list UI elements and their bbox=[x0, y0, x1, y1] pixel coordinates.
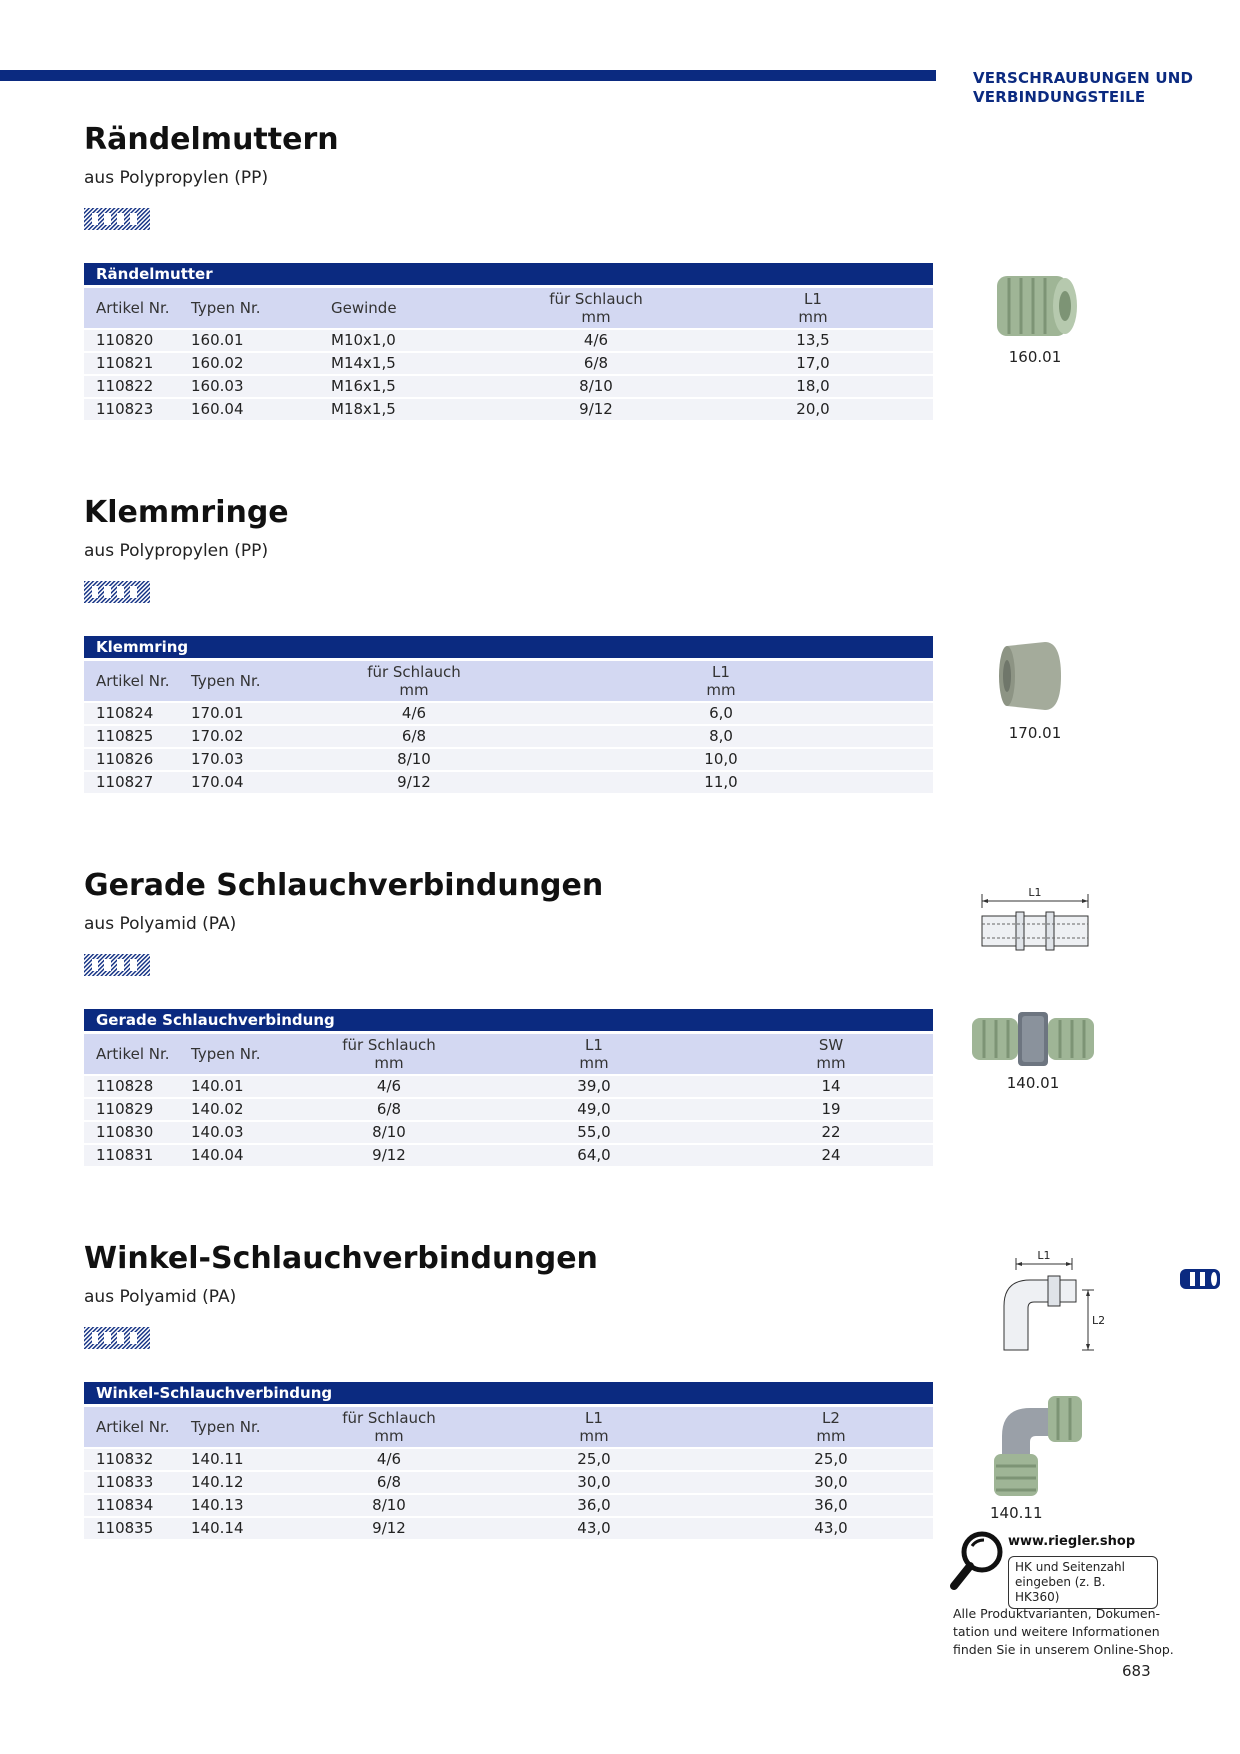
header-artikel: Artikel Nr. bbox=[84, 661, 179, 702]
product-table bbox=[84, 1382, 933, 1539]
section-title: Winkel-Schlauchverbindungen bbox=[84, 1241, 598, 1276]
section-subtitle: aus Polyamid (PA) bbox=[84, 914, 237, 934]
knurled-nut-icon bbox=[985, 268, 1085, 344]
section-title: Klemmringe bbox=[84, 495, 289, 530]
table-row: 110822 160.03 M16x1,5 8/10 18,0 bbox=[84, 375, 933, 398]
product-image-winkel bbox=[990, 1390, 1100, 1522]
section-subtitle: aus Polypropylen (PP) bbox=[84, 168, 269, 188]
table-row: 110826 170.03 8/10 10,0 bbox=[84, 748, 933, 771]
table-row: 110832 140.11 4/6 25,0 25,0 bbox=[84, 1448, 933, 1471]
product-table bbox=[84, 1009, 933, 1166]
flex-logo-icon bbox=[84, 954, 150, 976]
drawing-label-l1: L1 bbox=[1037, 1250, 1051, 1262]
header-artikel: Artikel Nr. bbox=[84, 288, 179, 329]
header-l1: L1 mm bbox=[459, 1034, 729, 1075]
table-header-row bbox=[84, 288, 933, 329]
flex-logo-icon bbox=[84, 1327, 150, 1349]
straight-connector-icon bbox=[968, 1008, 1098, 1070]
table-title: Winkel-Schlauchverbindung bbox=[84, 1382, 933, 1404]
section-tab-icon bbox=[1178, 1265, 1222, 1297]
section-title: Rändelmuttern bbox=[84, 122, 339, 157]
header-artikel: Artikel Nr. bbox=[84, 1034, 179, 1075]
header-bar bbox=[0, 70, 936, 81]
table-row: 110830 140.03 8/10 55,0 22 bbox=[84, 1121, 933, 1144]
header-typen: Typen Nr. bbox=[179, 1407, 319, 1448]
product-image-klemmring bbox=[985, 636, 1085, 742]
straight-connector-drawing-icon bbox=[970, 884, 1100, 954]
table-header-row bbox=[84, 1034, 933, 1075]
section-winkel-schlauchverbindungen bbox=[84, 1241, 934, 1537]
table-row: 110834 140.13 8/10 36,0 36,0 bbox=[84, 1494, 933, 1517]
flex-logo-icon bbox=[84, 581, 150, 603]
flex-logo-icon bbox=[84, 208, 150, 230]
product-image-raendelmutter bbox=[985, 268, 1085, 366]
section-subtitle: aus Polypropylen (PP) bbox=[84, 541, 269, 561]
category-line-2: VERBINDUNGSTEILE bbox=[973, 88, 1146, 106]
category-heading bbox=[973, 69, 1223, 107]
image-caption: 170.01 bbox=[1008, 724, 1062, 742]
magnifier-icon bbox=[948, 1528, 1006, 1592]
table-title: Klemmring bbox=[84, 636, 933, 658]
table-row: 110835 140.14 9/12 43,0 43,0 bbox=[84, 1517, 933, 1539]
drawing-label-l2: L2 bbox=[1092, 1314, 1106, 1327]
product-image-gerade bbox=[968, 1008, 1098, 1092]
header-schlauch: für Schlauch mm bbox=[319, 1034, 459, 1075]
header-schlauch: für Schlauch mm bbox=[319, 1407, 459, 1448]
product-table bbox=[84, 263, 933, 420]
table-title: Rändelmutter bbox=[84, 263, 933, 285]
table-row: 110825 170.02 6/8 8,0 bbox=[84, 725, 933, 748]
angle-connector-drawing-icon bbox=[986, 1250, 1106, 1356]
table-row: 110831 140.04 9/12 64,0 24 bbox=[84, 1144, 933, 1166]
table-header-row bbox=[84, 661, 933, 702]
table-row: 110820 160.01 M10x1,0 4/6 13,5 bbox=[84, 329, 933, 352]
section-gerade-schlauchverbindungen bbox=[84, 868, 934, 1164]
shop-info-text: Alle Produktvarianten, Dokumen- tation und weitere Informationen finden Sie in unserem Online-Shop. bbox=[953, 1606, 1174, 1657]
table-header-row bbox=[84, 1407, 933, 1448]
header-typen: Typen Nr. bbox=[179, 288, 319, 329]
image-caption: 160.01 bbox=[1008, 348, 1062, 366]
header-l1: L1 mm bbox=[459, 1407, 729, 1448]
header-typen: Typen Nr. bbox=[179, 1034, 319, 1075]
product-table bbox=[84, 636, 933, 793]
header-l1: L1 mm bbox=[509, 661, 933, 702]
header-sw: SW mm bbox=[729, 1034, 933, 1075]
page-number: 683 bbox=[1122, 1662, 1151, 1680]
image-caption: 140.01 bbox=[1006, 1074, 1060, 1092]
header-typen: Typen Nr. bbox=[179, 661, 319, 702]
table-row: 110824 170.01 4/6 6,0 bbox=[84, 702, 933, 725]
header-schlauch: für Schlauch mm bbox=[499, 288, 693, 329]
table-row: 110821 160.02 M14x1,5 6/8 17,0 bbox=[84, 352, 933, 375]
table-row: 110833 140.12 6/8 30,0 30,0 bbox=[84, 1471, 933, 1494]
image-caption: 140.11 bbox=[990, 1504, 1043, 1522]
clamp-ring-icon bbox=[985, 636, 1085, 716]
shop-search-hint: HK und Seitenzahl eingeben (z. B. HK360) bbox=[1008, 1556, 1158, 1609]
table-row: 110827 170.04 9/12 11,0 bbox=[84, 771, 933, 793]
table-title: Gerade Schlauchverbindung bbox=[84, 1009, 933, 1031]
header-l2: L2 mm bbox=[729, 1407, 933, 1448]
category-line-1: VERSCHRAUBUNGEN UND bbox=[973, 69, 1194, 87]
technical-drawing-angle bbox=[986, 1250, 1106, 1360]
table-row: 110828 140.01 4/6 39,0 14 bbox=[84, 1075, 933, 1098]
table-row: 110823 160.04 M18x1,5 9/12 20,0 bbox=[84, 398, 933, 420]
section-klemmringe bbox=[84, 495, 934, 791]
section-title: Gerade Schlauchverbindungen bbox=[84, 868, 604, 903]
angle-connector-icon bbox=[990, 1390, 1100, 1500]
section-subtitle: aus Polyamid (PA) bbox=[84, 1287, 237, 1307]
drawing-label-l1: L1 bbox=[1028, 886, 1042, 899]
table-row: 110829 140.02 6/8 49,0 19 bbox=[84, 1098, 933, 1121]
shop-url-link[interactable]: www.riegler.shop bbox=[1008, 1534, 1136, 1549]
technical-drawing-straight bbox=[970, 884, 1100, 958]
section-raendelmuttern bbox=[84, 122, 934, 418]
header-artikel: Artikel Nr. bbox=[84, 1407, 179, 1448]
header-l1: L1 mm bbox=[693, 288, 933, 329]
header-gewinde: Gewinde bbox=[319, 288, 499, 329]
header-schlauch: für Schlauch mm bbox=[319, 661, 509, 702]
